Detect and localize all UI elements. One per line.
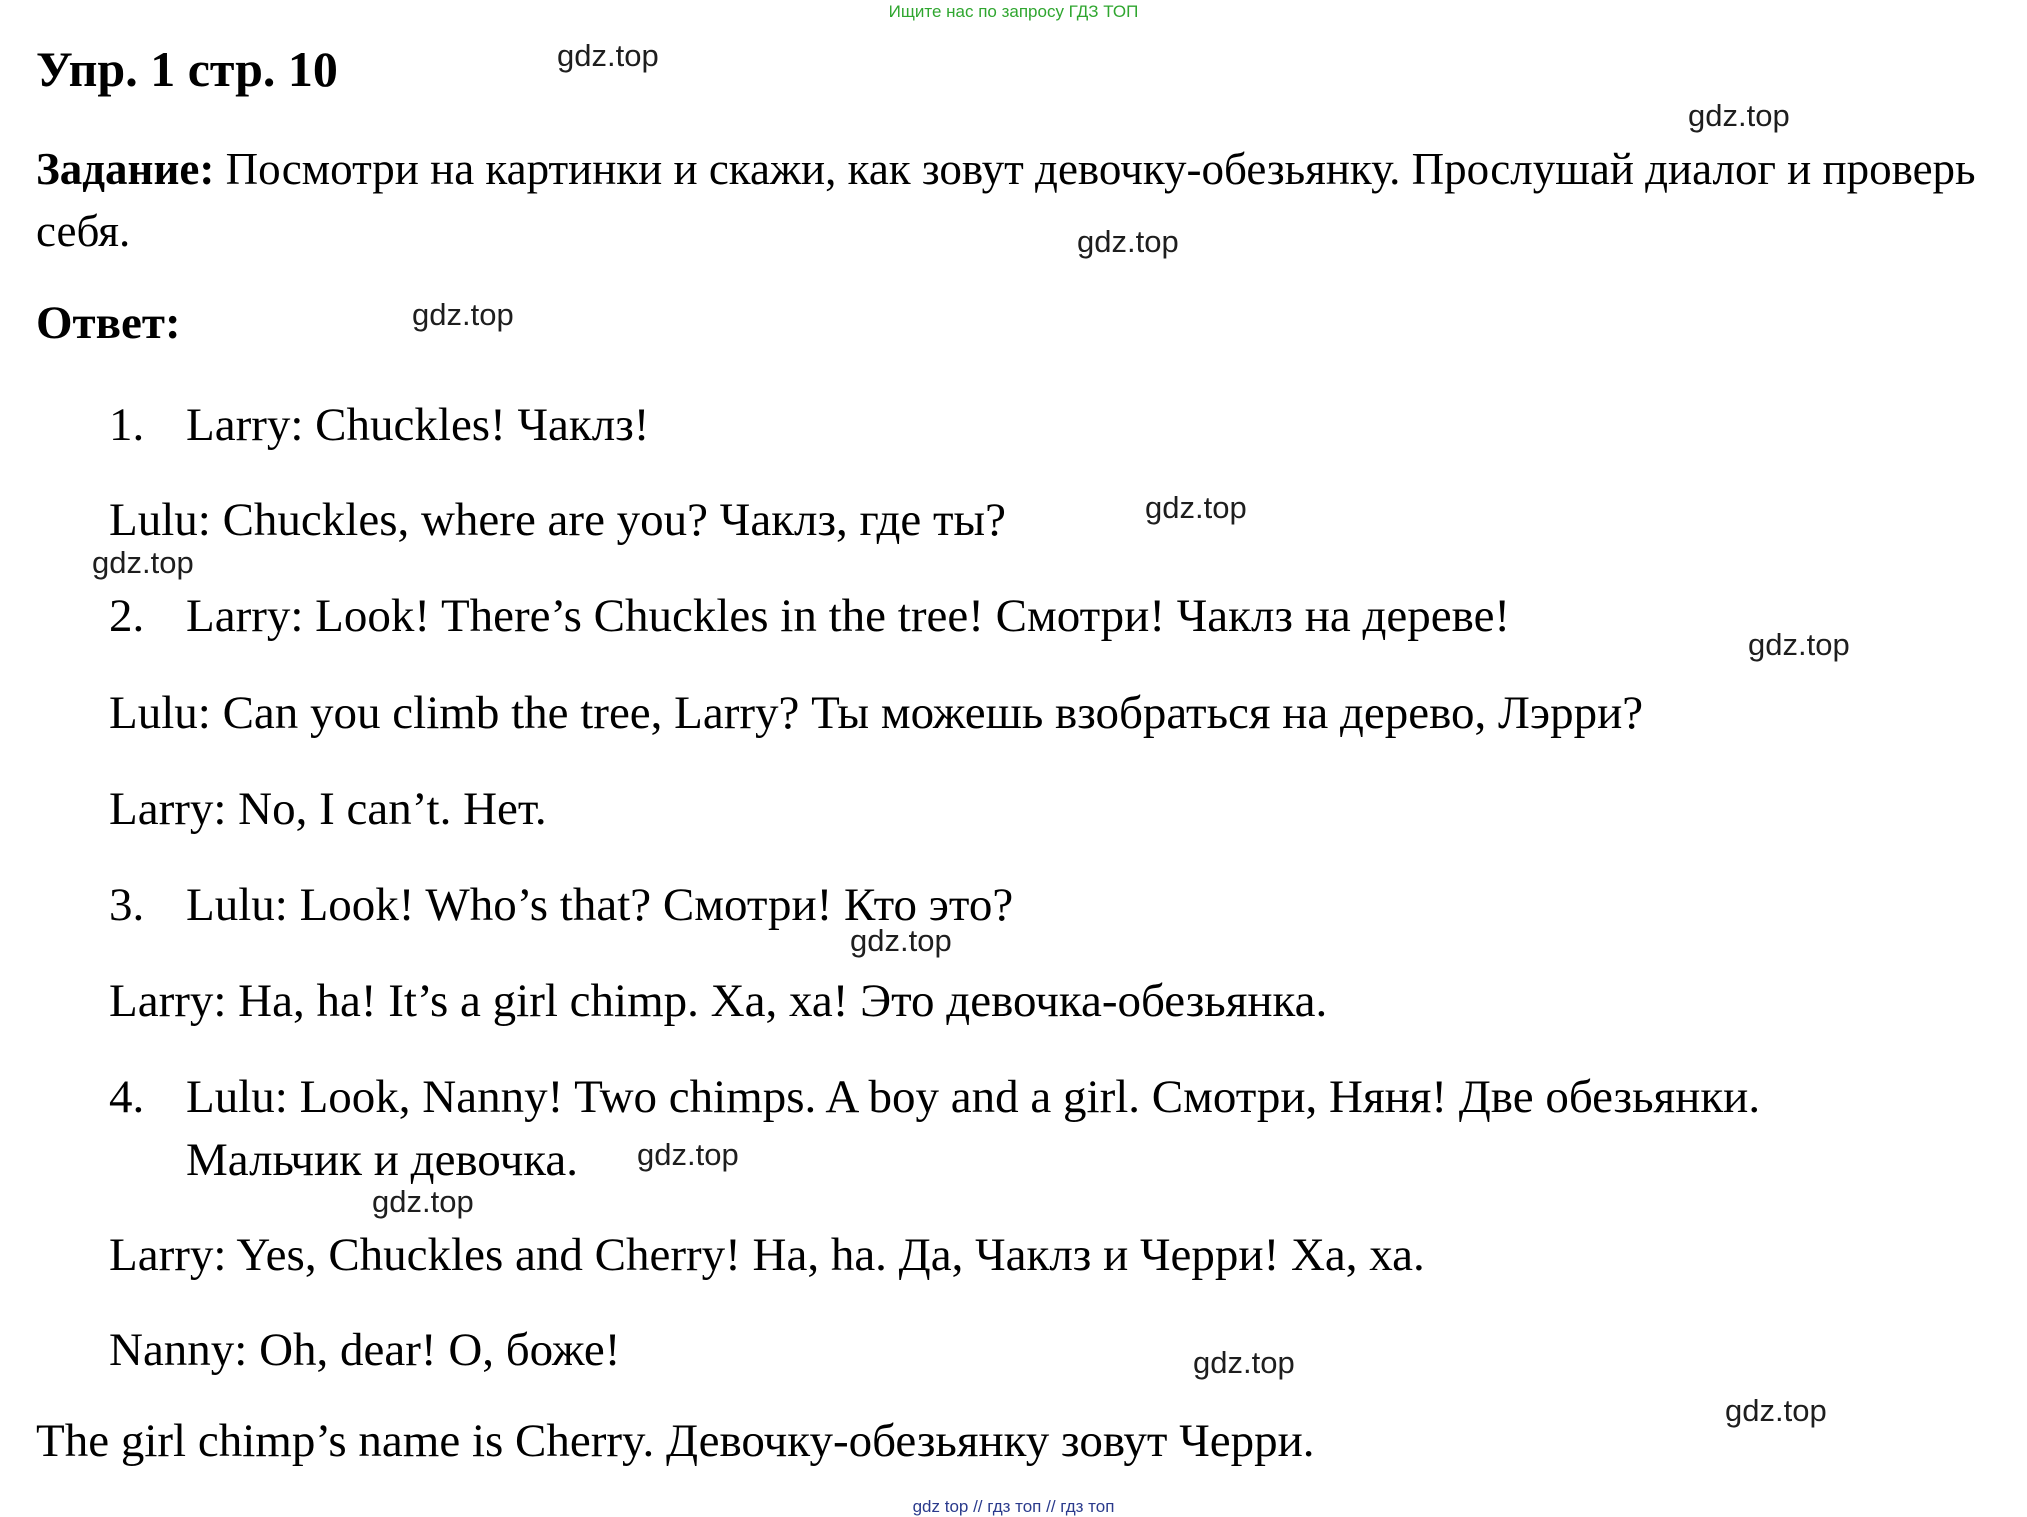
- dialog-line: Larry: Chuckles! Чаклз!: [186, 399, 650, 451]
- watermark: gdz.top: [1688, 98, 1790, 133]
- answer-label: Ответ:: [36, 297, 181, 349]
- dialog-line: Lulu: Look! Who’s that? Смотри! Кто это?: [186, 879, 1014, 931]
- dialog-line: Lulu: Can you climb the tree, Larry? Ты можешь взобраться на дерево, Лэрри?: [109, 687, 1644, 739]
- watermark: gdz.top: [1193, 1345, 1295, 1380]
- watermark: gdz.top: [637, 1137, 739, 1172]
- watermark: gdz.top: [1748, 627, 1850, 662]
- dialog-line: Larry: Look! There’s Chuckles in the tree! Смотри! Чаклз на дереве!: [186, 590, 1511, 642]
- task-paragraph: [36, 138, 2011, 262]
- watermark: gdz.top: [557, 38, 659, 73]
- watermark: gdz.top: [92, 545, 194, 580]
- task-label: Задание:: [36, 144, 215, 194]
- top-banner: Ищите нас по запросу ГДЗ ТОП: [888, 2, 1139, 21]
- dialog-line: Nanny: Oh, dear! О, боже!: [109, 1324, 621, 1376]
- final-answer: The girl chimp’s name is Cherry. Девочку-обезьянку зовут Черри.: [36, 1415, 1315, 1467]
- dialog-line: Larry: Ha, ha! It’s a girl chimp. Ха, ха! Это девочка-обезьянка.: [109, 975, 1328, 1027]
- item-number-1: 1.: [109, 399, 145, 451]
- dialog-line: Lulu: Look, Nanny! Two chimps. A boy and a girl. Смотри, Няня! Две обезьянки.: [186, 1071, 1761, 1123]
- dialog-line: Мальчик и девочка.: [186, 1134, 578, 1186]
- dialog-line: Lulu: Chuckles, where are you? Чаклз, где ты?: [109, 494, 1006, 546]
- watermark: gdz.top: [1145, 490, 1247, 525]
- dialog-line: Larry: Yes, Chuckles and Cherry! Ha, ha. Да, Чаклз и Черри! Ха, ха.: [109, 1229, 1425, 1281]
- bottom-banner: gdz top // гдз топ // гдз топ: [912, 1497, 1115, 1516]
- watermark: gdz.top: [1725, 1393, 1827, 1428]
- item-number-2: 2.: [109, 590, 145, 642]
- watermark: gdz.top: [372, 1184, 474, 1219]
- item-number-3: 3.: [109, 879, 145, 931]
- watermark: gdz.top: [412, 297, 514, 332]
- task-text: Посмотри на картинки и скажи, как зовут девочку-обезьянку. Прослушай диалог и проверь себя.: [36, 144, 1976, 256]
- watermark: gdz.top: [1077, 224, 1179, 259]
- item-number-4: 4.: [109, 1071, 145, 1123]
- watermark: gdz.top: [850, 923, 952, 958]
- dialog-line: Larry: No, I can’t. Нет.: [109, 783, 547, 835]
- exercise-heading: Упр. 1 стр. 10: [36, 41, 338, 97]
